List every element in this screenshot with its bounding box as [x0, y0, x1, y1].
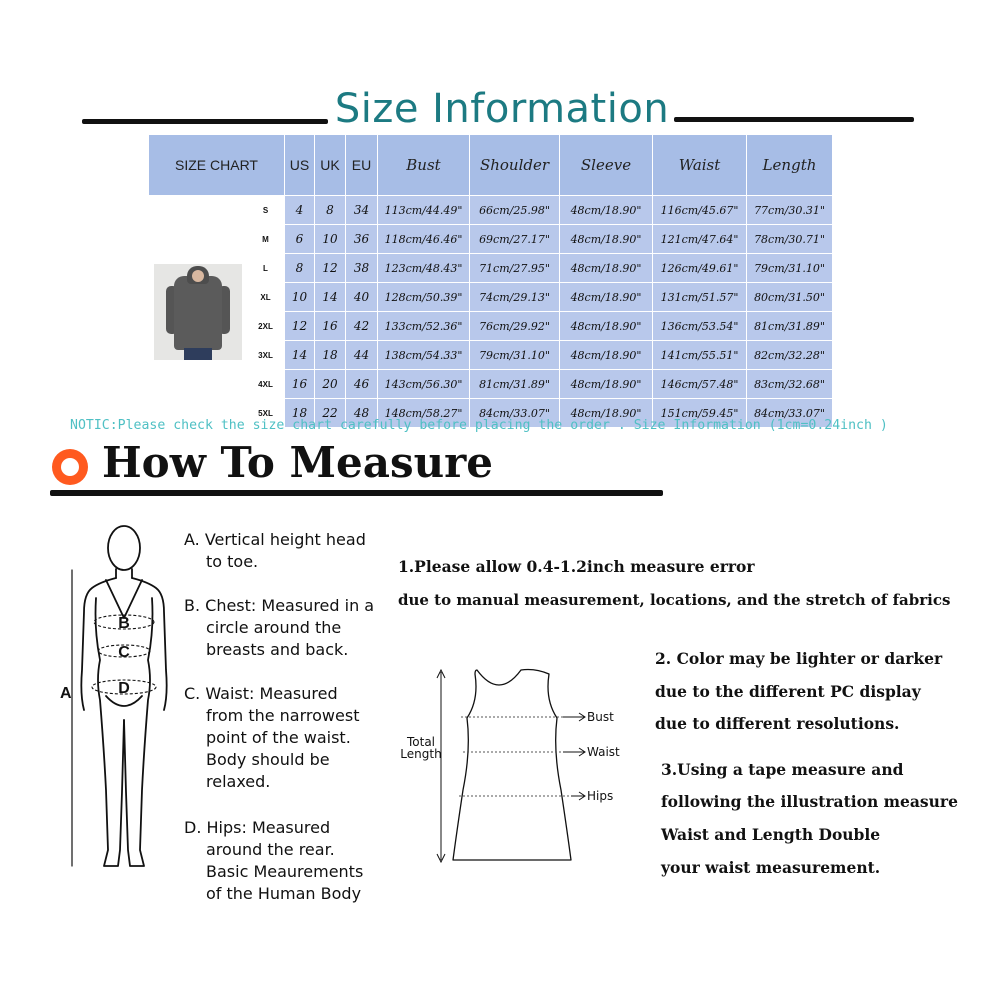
table-row	[149, 370, 833, 399]
table-cell: 48	[346, 399, 378, 428]
size-cell: S	[247, 196, 285, 225]
column-header: Shoulder	[470, 135, 560, 196]
column-header: Waist	[653, 135, 747, 196]
how-to-measure-title: How To Measure	[102, 438, 494, 487]
figure-label-c: C	[118, 644, 130, 661]
legend-line: B. Chest: Measured in a	[184, 596, 375, 615]
title-rule-left	[82, 119, 328, 124]
note-3-line-4: your waist measurement.	[661, 858, 881, 877]
table-cell: 18	[315, 341, 346, 370]
table-cell: 46	[346, 370, 378, 399]
table-cell: 16	[285, 370, 315, 399]
table-row	[149, 283, 833, 312]
figure-briefs	[106, 696, 142, 706]
table-header-row	[149, 135, 833, 196]
table-cell: 146cm/57.48"	[653, 370, 747, 399]
table-cell: 8	[285, 254, 315, 283]
hoodie-model-image	[154, 264, 242, 360]
note-1-line-2: due to manual measurement, locations, and the stretch of fabrics	[398, 591, 951, 609]
table-cell: 36	[346, 225, 378, 254]
table-cell: 48cm/18.90"	[560, 312, 653, 341]
table-cell: 44	[346, 341, 378, 370]
size-cell: M	[247, 225, 285, 254]
table-cell: 148cm/58.27"	[378, 399, 470, 428]
table-cell: 6	[285, 225, 315, 254]
table-cell: 4	[285, 196, 315, 225]
legend-line: point of the waist.	[206, 728, 351, 747]
table-cell: 48cm/18.90"	[560, 283, 653, 312]
legend-line: of the Human Body	[206, 884, 362, 903]
table-cell: 84cm/33.07"	[470, 399, 560, 428]
table-cell: 151cm/59.45"	[653, 399, 747, 428]
dress-label-length: Length	[400, 747, 442, 761]
table-row	[149, 225, 833, 254]
figure-label-d: D	[118, 680, 130, 697]
circle-bullet-icon	[52, 449, 88, 485]
table-cell: 128cm/50.39"	[378, 283, 470, 312]
figure-left-leg	[96, 598, 125, 866]
note-3-line-3: Waist and Length Double	[661, 825, 881, 844]
table-cell: 138cm/54.33"	[378, 341, 470, 370]
table-cell: 141cm/55.51"	[653, 341, 747, 370]
table-cell: 113cm/44.49"	[378, 196, 470, 225]
note-2-line-3: due to different resolutions.	[655, 714, 900, 733]
table-cell: 48cm/18.90"	[560, 196, 653, 225]
table-cell: 8	[315, 196, 346, 225]
table-cell: 83cm/32.68"	[747, 370, 833, 399]
table-cell: 131cm/51.57"	[653, 283, 747, 312]
dress-measurement-diagram	[395, 660, 635, 875]
table-cell: 80cm/31.50"	[747, 283, 833, 312]
how-to-measure-rule	[50, 490, 663, 496]
table-cell: 12	[315, 254, 346, 283]
table-cell: 20	[315, 370, 346, 399]
column-header: Bust	[378, 135, 470, 196]
size-chart-label: SIZE CHART	[149, 135, 285, 196]
table-cell: 48cm/18.90"	[560, 399, 653, 428]
table-cell: 10	[315, 225, 346, 254]
legend-line: Basic Meaurements	[206, 862, 364, 881]
table-cell: 76cm/29.92"	[470, 312, 560, 341]
size-cell: 5XL	[247, 399, 285, 428]
table-cell: 78cm/30.71"	[747, 225, 833, 254]
product-photo	[149, 196, 247, 428]
size-chart-table	[148, 134, 833, 428]
table-cell: 121cm/47.64"	[653, 225, 747, 254]
table-row	[149, 312, 833, 341]
table-cell: 77cm/30.31"	[747, 196, 833, 225]
title-rule-right	[674, 117, 914, 122]
table-cell: 82cm/32.28"	[747, 341, 833, 370]
figure-right-leg	[124, 598, 153, 866]
table-cell: 38	[346, 254, 378, 283]
table-cell: 14	[315, 283, 346, 312]
table-cell: 66cm/25.98"	[470, 196, 560, 225]
table-cell: 79cm/31.10"	[470, 341, 560, 370]
table-cell: 126cm/49.61"	[653, 254, 747, 283]
body-measurement-figure	[60, 520, 180, 890]
table-cell: 42	[346, 312, 378, 341]
table-row	[149, 254, 833, 283]
table-cell: 71cm/27.95"	[470, 254, 560, 283]
legend-line: circle around the	[206, 618, 342, 637]
figure-head	[108, 526, 140, 570]
figure-label-a: A	[60, 685, 72, 702]
note-3-line-1: 3.Using a tape measure and	[661, 760, 904, 779]
legend-line: from the narrowest	[206, 706, 360, 725]
table-cell: 22	[315, 399, 346, 428]
table-cell: 136cm/53.54"	[653, 312, 747, 341]
table-cell: 133cm/52.36"	[378, 312, 470, 341]
column-header: UK	[315, 135, 346, 196]
table-cell: 40	[346, 283, 378, 312]
legend-line: relaxed.	[206, 772, 271, 791]
legend-line: breasts and back.	[206, 640, 349, 659]
size-cell: XL	[247, 283, 285, 312]
table-row	[149, 341, 833, 370]
table-cell: 48cm/18.90"	[560, 254, 653, 283]
table-cell: 118cm/46.46"	[378, 225, 470, 254]
column-header: EU	[346, 135, 378, 196]
legend-line: Body should be	[206, 750, 330, 769]
size-cell: 4XL	[247, 370, 285, 399]
note-2-line-1: 2. Color may be lighter or darker	[655, 649, 943, 668]
legend-line: C. Waist: Measured	[184, 684, 338, 703]
size-cell: 3XL	[247, 341, 285, 370]
dress-label-bust: Bust	[587, 710, 614, 724]
table-cell: 81cm/31.89"	[470, 370, 560, 399]
figure-label-b: B	[118, 615, 130, 632]
table-cell: 18	[285, 399, 315, 428]
dress-label-hips: Hips	[587, 789, 614, 803]
table-cell: 69cm/27.17"	[470, 225, 560, 254]
table-cell: 16	[315, 312, 346, 341]
table-cell: 143cm/56.30"	[378, 370, 470, 399]
table-cell: 10	[285, 283, 315, 312]
legend-item-d	[184, 817, 394, 905]
legend-line: D. Hips: Measured	[184, 818, 331, 837]
column-header: Sleeve	[560, 135, 653, 196]
column-header: Length	[747, 135, 833, 196]
legend-item-b	[184, 595, 394, 661]
dress-outline	[453, 670, 571, 861]
table-cell: 34	[346, 196, 378, 225]
dress-label-waist: Waist	[587, 745, 620, 759]
table-cell: 123cm/48.43"	[378, 254, 470, 283]
dress-label-total: Total	[406, 735, 436, 749]
legend-item-a	[184, 529, 394, 573]
table-cell: 48cm/18.90"	[560, 341, 653, 370]
table-cell: 74cm/29.13"	[470, 283, 560, 312]
table-cell: 116cm/45.67"	[653, 196, 747, 225]
table-cell: 48cm/18.90"	[560, 370, 653, 399]
table-cell: 14	[285, 341, 315, 370]
table-cell: 81cm/31.89"	[747, 312, 833, 341]
table-cell: 48cm/18.90"	[560, 225, 653, 254]
legend-line: to toe.	[206, 552, 259, 571]
table-cell: 12	[285, 312, 315, 341]
table-cell: 79cm/31.10"	[747, 254, 833, 283]
size-information-title: Size Information	[334, 86, 670, 132]
table-row	[149, 196, 833, 225]
column-header: US	[285, 135, 315, 196]
size-notice: NOTIC:Please check the size chart carefully before placing the order . Size Information (1cm=0.24inch )	[70, 418, 888, 433]
size-cell: L	[247, 254, 285, 283]
legend-line: A. Vertical height head	[184, 530, 366, 549]
legend-line: around the rear.	[206, 840, 335, 859]
note-1-line-1: 1.Please allow 0.4-1.2inch measure error	[398, 557, 755, 576]
note-3-line-2: following the illustration measure	[661, 792, 958, 811]
note-2-line-2: due to the different PC display	[655, 682, 921, 701]
table-cell: 84cm/33.07"	[747, 399, 833, 428]
figure-neckline	[106, 580, 142, 618]
size-cell: 2XL	[247, 312, 285, 341]
legend-item-c	[184, 683, 394, 793]
